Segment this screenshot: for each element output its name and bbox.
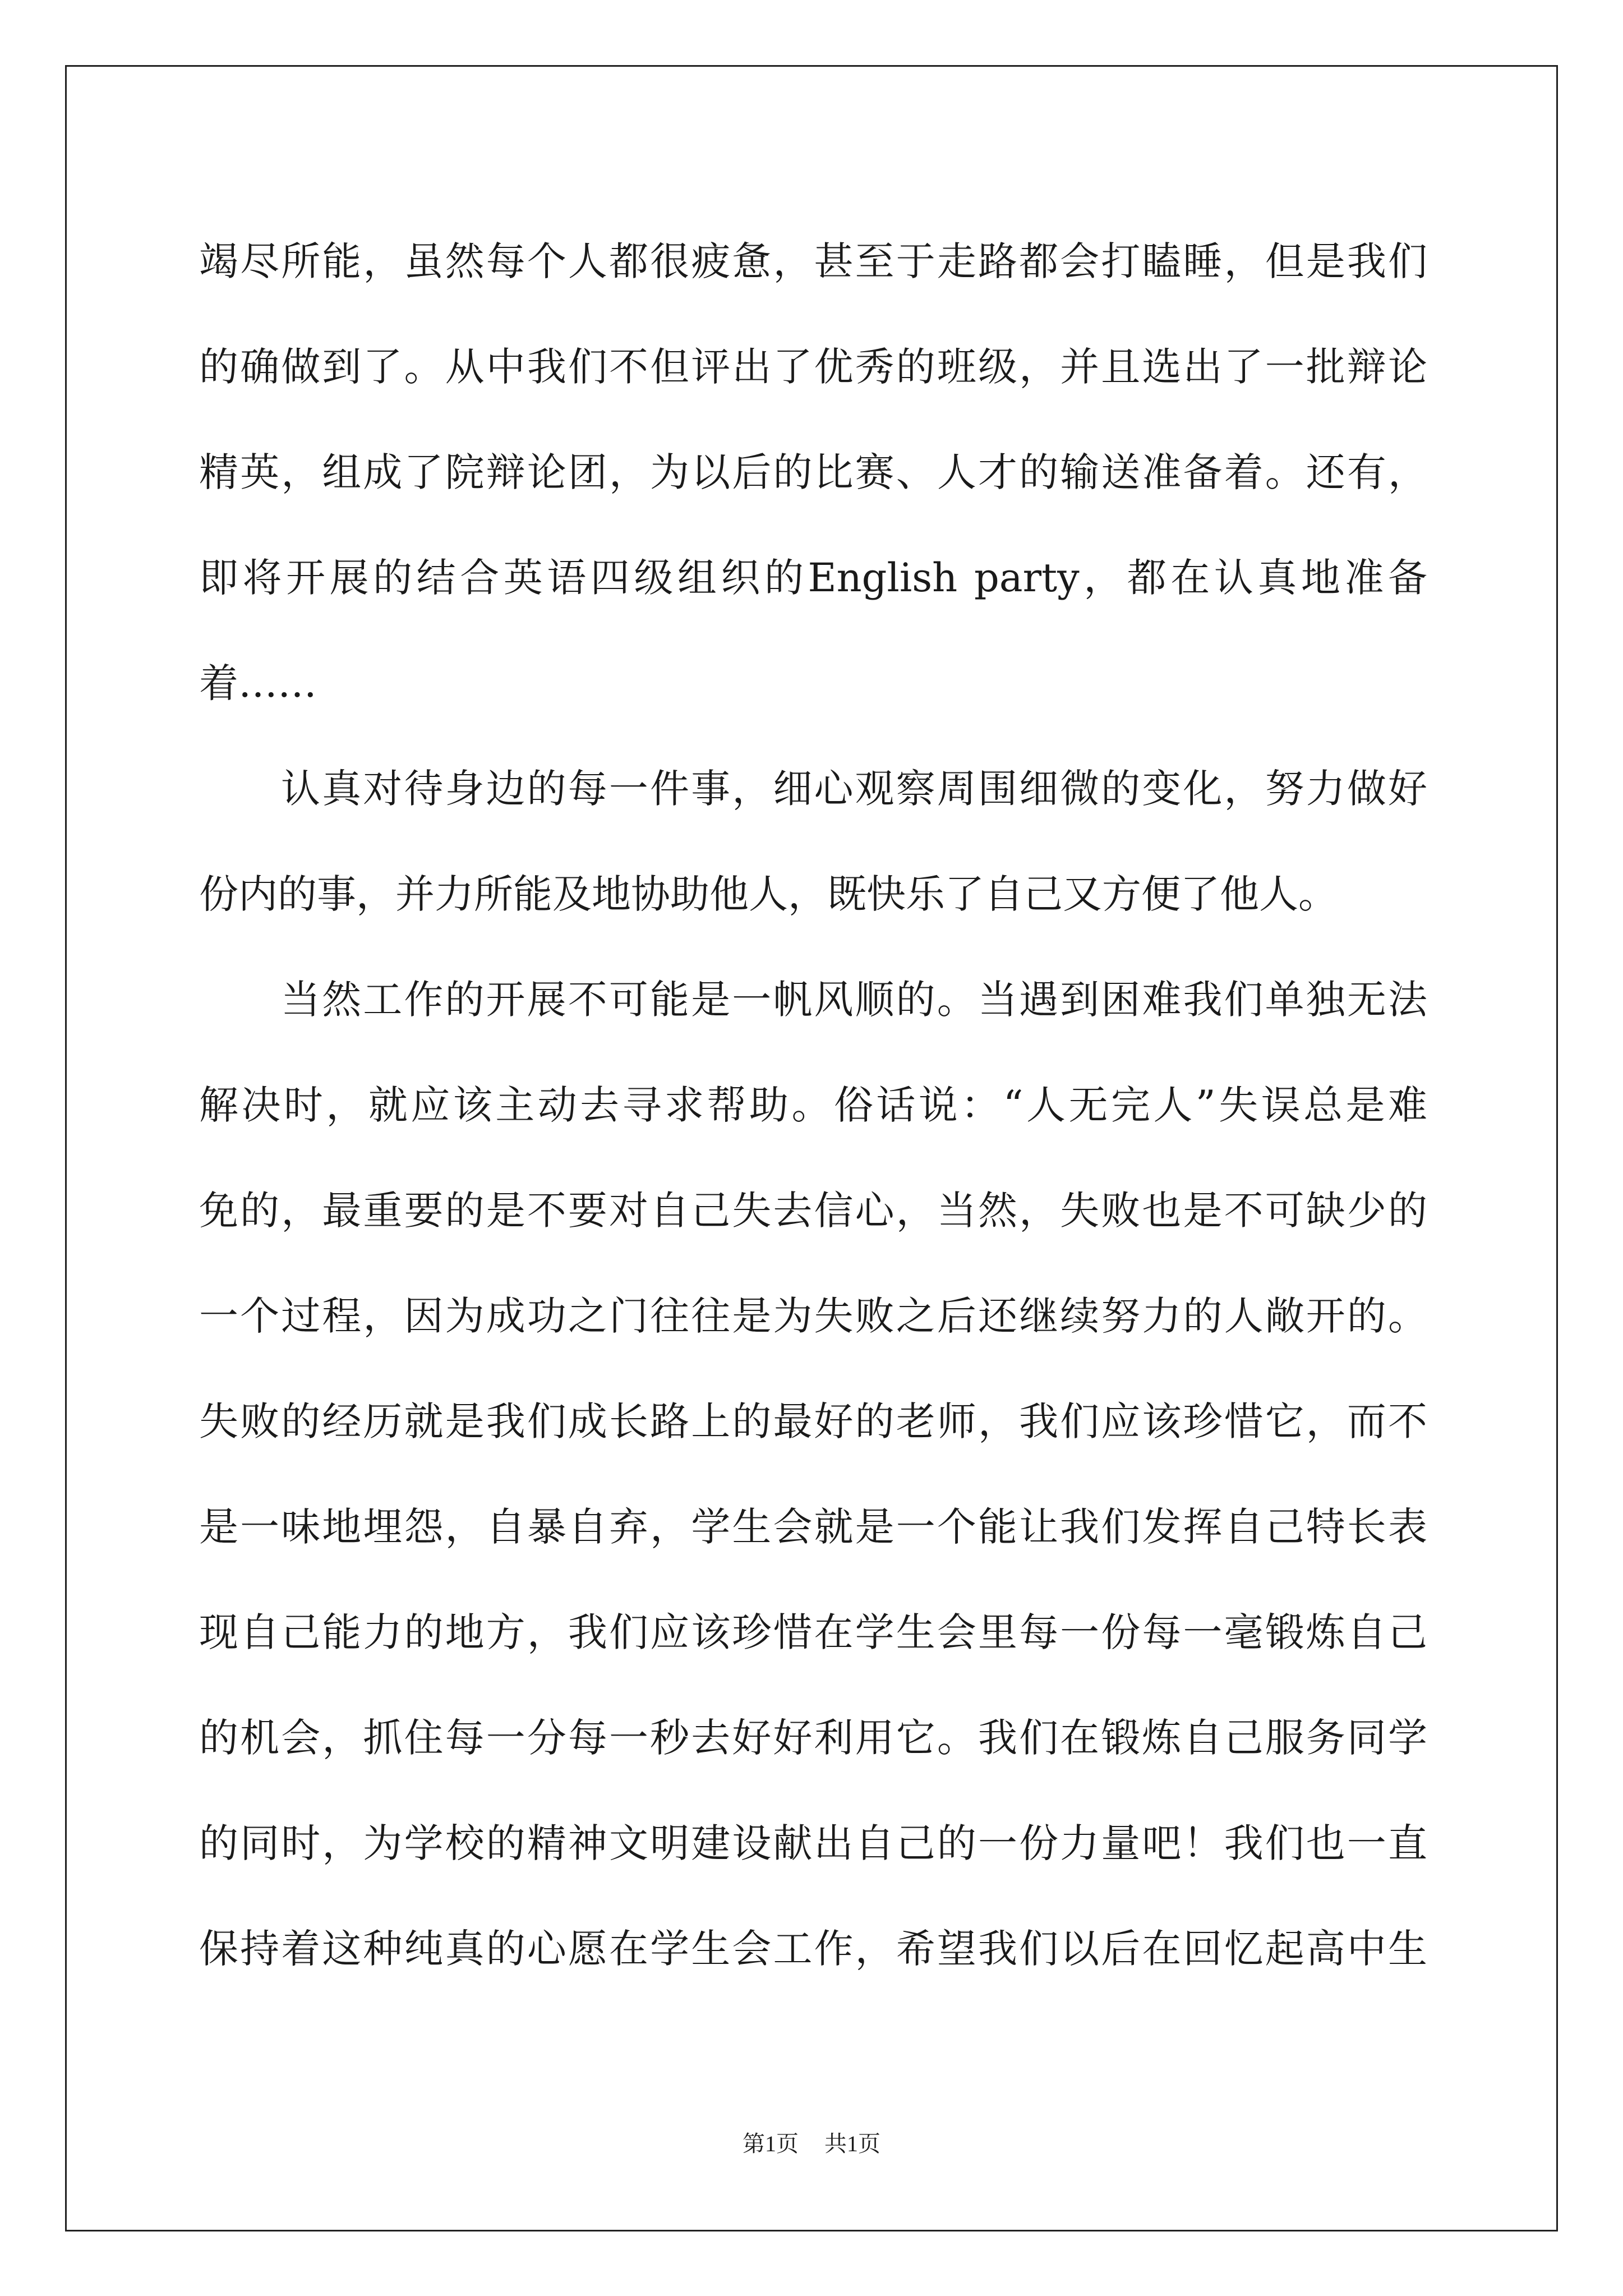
page-footer xyxy=(0,2126,1623,2158)
text-line: 是一味地埋怨，自暴自弃，学生会就是一个能让我们发挥自己特长表 xyxy=(199,1504,1427,1550)
document-body xyxy=(199,209,1427,2001)
text-line: 份内的事，并力所能及地协助他人，既快乐了自己又方便了他人。 xyxy=(199,871,1338,917)
text-line: 一个过程，因为成功之门往往是为失败之后还继续努力的人敞开的。 xyxy=(199,1293,1427,1339)
paragraph-first-line: 当然工作的开展不可能是一帆风顺的。当遇到困难我们单独无法 xyxy=(281,977,1427,1023)
page-number: 第1页 xyxy=(743,2131,799,2156)
text-line: 解决时，就应该主动去寻求帮助。俗话说：“人无完人”失误总是难 xyxy=(199,1082,1427,1128)
text-line: 现自己能力的地方，我们应该珍惜在学生会里每一份每一毫锻炼自己 xyxy=(199,1609,1427,1655)
text-line: 失败的经历就是我们成长路上的最好的老师，我们应该珍惜它，而不 xyxy=(199,1398,1427,1444)
page-total: 共1页 xyxy=(824,2131,880,2156)
text-line: 免的，最重要的是不要对自己失去信心，当然，失败也是不可缺少的 xyxy=(199,1188,1427,1234)
text-line: 竭尽所能，虽然每个人都很疲惫，甚至于走路都会打瞌睡，但是我们 xyxy=(199,238,1427,284)
text-line: 的同时，为学校的精神文明建设献出自己的一份力量吧！我们也一直 xyxy=(199,1820,1427,1866)
text-line: 即将开展的结合英语四级组织的English party，都在认真地准备 xyxy=(199,555,1427,601)
text-line: 的机会，抓住每一分每一秒去好好利用它。我们在锻炼自己服务同学 xyxy=(199,1715,1427,1761)
text-line: 保持着这种纯真的心愿在学生会工作，希望我们以后在回忆起高中生 xyxy=(199,1926,1427,1972)
text-line: 精英，组成了院辩论团，为以后的比赛、人才的输送准备着。还有， xyxy=(199,449,1427,495)
paragraph-first-line: 认真对待身边的每一件事，细心观察周围细微的变化，努力做好 xyxy=(281,766,1427,812)
text-line: 着…… xyxy=(199,660,317,706)
text-line: 的确做到了。从中我们不但评出了优秀的班级，并且选出了一批辩论 xyxy=(199,344,1427,390)
